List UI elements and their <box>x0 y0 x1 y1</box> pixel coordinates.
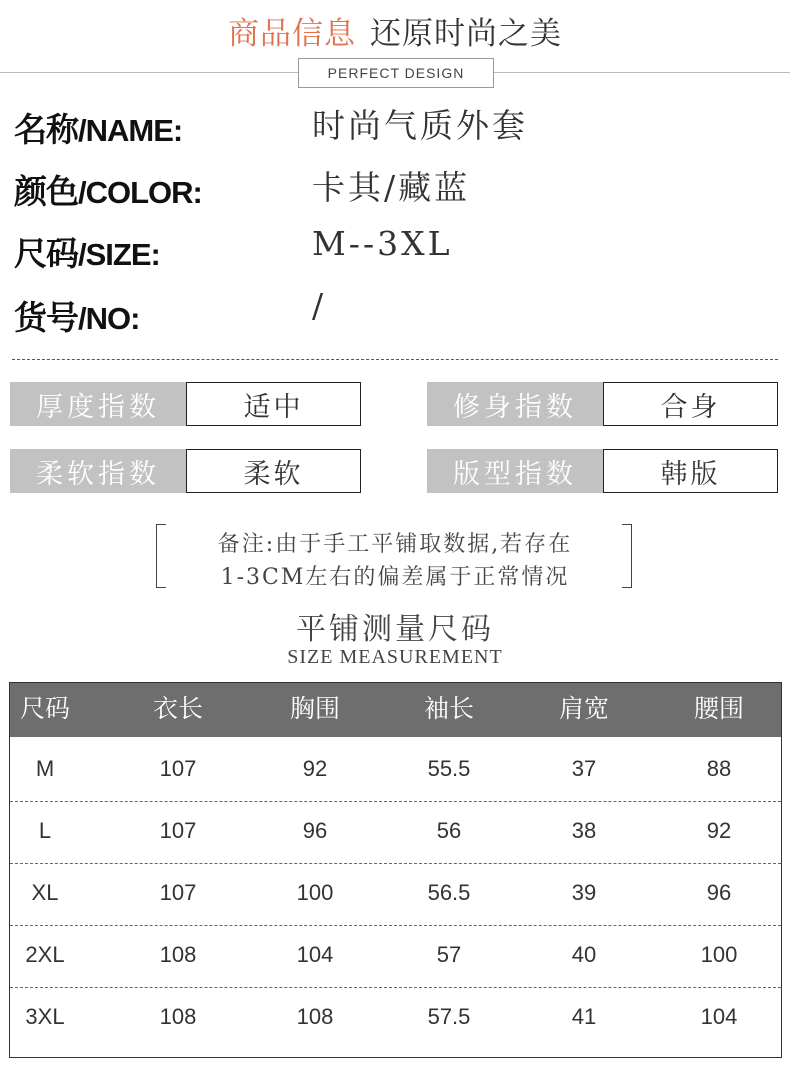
table-cell: 37 <box>571 756 597 781</box>
table-cell-size: M <box>35 756 55 781</box>
page-title <box>0 8 790 53</box>
table-cell: 108 <box>159 1004 197 1029</box>
style-index-value: 韩版 <box>603 449 778 493</box>
table-cell: 92 <box>302 756 328 781</box>
column-header-waist: 腰围 <box>693 694 744 723</box>
table-cell: 56.5 <box>427 880 471 905</box>
table-cell: 107 <box>159 880 197 905</box>
table-cell: 108 <box>296 1004 334 1029</box>
item-no-label-en: /NO: <box>78 301 140 336</box>
size-value: M--3XL <box>312 224 453 263</box>
item-no-value: / <box>312 286 327 325</box>
table-cell: 92 <box>706 818 732 843</box>
size-label-en: /SIZE: <box>78 237 160 272</box>
measurement-title: 平铺测量尺码 <box>296 612 494 647</box>
table-cell: 107 <box>159 756 197 781</box>
color-value: 卡其/藏蓝 <box>312 168 471 207</box>
table-cell: 100 <box>296 880 334 905</box>
section-divider <box>12 359 778 360</box>
title-highlight: 商品信息 <box>228 16 356 52</box>
softness-index-label: 柔软指数 <box>10 449 186 493</box>
item-no-label <box>14 292 139 339</box>
note-bracket-right <box>622 524 632 588</box>
column-header-chest: 胸围 <box>289 694 340 723</box>
table-cell: 56 <box>436 818 462 843</box>
column-header-shoulder: 肩宽 <box>558 694 609 723</box>
title-slogan: 还原时尚之美 <box>370 16 562 52</box>
table-cell: 104 <box>296 942 334 967</box>
table-row <box>10 863 781 925</box>
note-bracket-left <box>156 524 166 588</box>
table-cell: 96 <box>706 880 732 905</box>
column-header-length: 衣长 <box>152 694 203 723</box>
table-row <box>10 739 781 801</box>
table-row <box>10 925 781 987</box>
measurement-subtitle: SIZE MEASUREMENT <box>287 646 503 668</box>
name-label <box>14 104 182 151</box>
table-cell: 38 <box>571 818 597 843</box>
table-row <box>10 987 781 1049</box>
fit-index-label: 修身指数 <box>427 382 603 426</box>
item-no-label-cn: 货号 <box>14 298 78 337</box>
design-badge: PERFECT DESIGN <box>298 58 494 88</box>
table-cell: 57 <box>436 942 462 967</box>
color-label <box>14 166 202 213</box>
column-header-size: 尺码 <box>19 694 70 723</box>
note-line-1: 备注:由于手工平铺取数据,若存在 <box>217 532 573 557</box>
table-cell-size: 3XL <box>25 1004 65 1029</box>
table-cell: 39 <box>571 880 597 905</box>
name-label-en: /NAME: <box>78 113 183 148</box>
table-cell: 96 <box>302 818 328 843</box>
softness-index-value: 柔软 <box>186 449 361 493</box>
table-cell: 57.5 <box>427 1004 471 1029</box>
table-cell: 41 <box>571 1004 597 1029</box>
table-cell: 55.5 <box>427 756 471 781</box>
size-table <box>9 682 782 1058</box>
name-value: 时尚气质外套 <box>312 106 528 145</box>
thickness-index-label: 厚度指数 <box>10 382 186 426</box>
table-cell: 108 <box>159 942 197 967</box>
table-cell-size: L <box>38 818 52 843</box>
table-cell: 107 <box>159 818 197 843</box>
size-label <box>14 228 160 275</box>
table-cell: 100 <box>700 942 738 967</box>
table-cell: 88 <box>706 756 732 781</box>
table-cell-size: 2XL <box>25 942 65 967</box>
note-line-2: 1-3CM左右的偏差属于正常情况 <box>220 565 570 590</box>
table-cell: 104 <box>700 1004 738 1029</box>
color-label-en: /COLOR: <box>78 175 202 210</box>
style-index-label: 版型指数 <box>427 449 603 493</box>
table-row <box>10 801 781 863</box>
table-cell-size: XL <box>31 880 59 905</box>
table-header <box>10 683 781 737</box>
table-cell: 40 <box>571 942 597 967</box>
color-label-cn: 颜色 <box>14 172 78 211</box>
size-label-cn: 尺码 <box>14 234 78 273</box>
name-label-cn: 名称 <box>14 110 78 149</box>
fit-index-value: 合身 <box>603 382 778 426</box>
thickness-index-value: 适中 <box>186 382 361 426</box>
column-header-sleeve: 袖长 <box>423 694 474 723</box>
